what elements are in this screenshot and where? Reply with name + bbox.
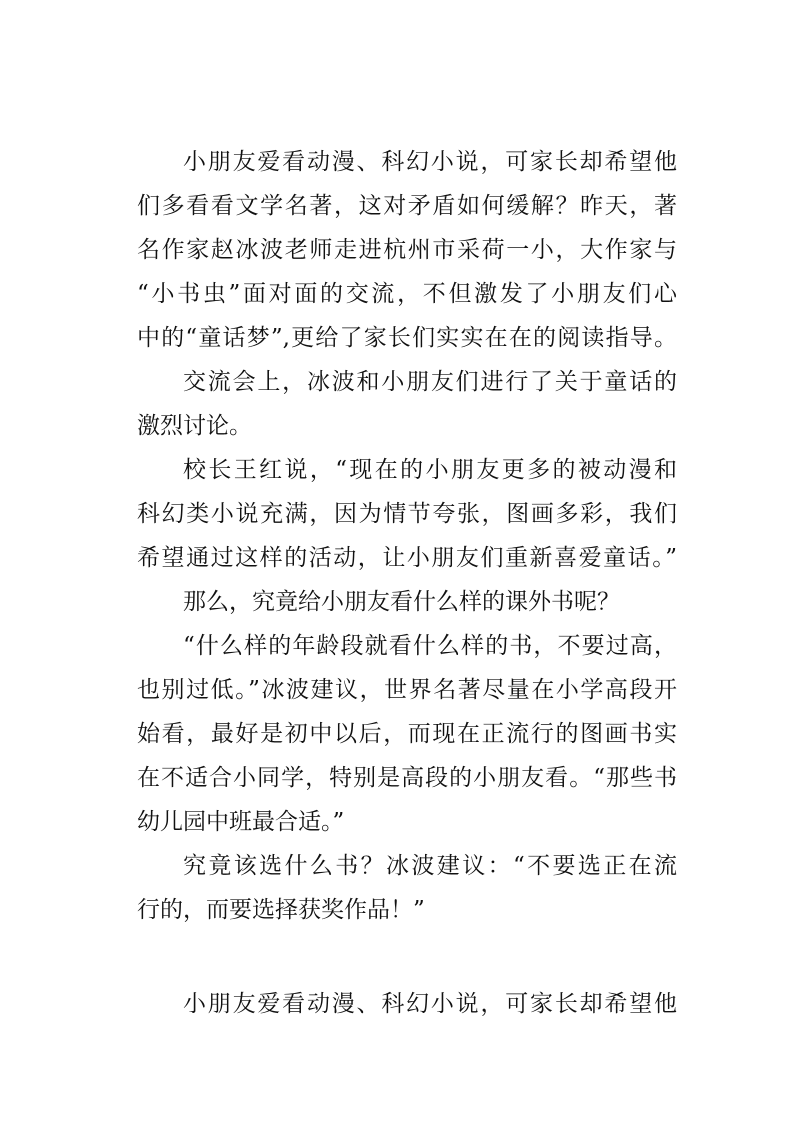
paragraph-1-line-1: 小朋友爱看动漫、科幻小说，可家长却希望他	[183, 149, 677, 175]
paragraph-6-line-1: 究竟该选什么书？冰波建议：“不要选正在流	[183, 853, 677, 879]
paragraph-5-line-4: 在不适合小同学，特别是高段的小朋友看。“那些书	[137, 765, 677, 791]
paragraph-1-line-4: “小书虫”面对面的交流，不但激发了小朋友们心	[137, 281, 677, 307]
paragraph-5-line-3: 始看，最好是初中以后，而现在正流行的图画书实	[137, 721, 677, 747]
paragraph-3-line-2: 科幻类小说充满，因为情节夸张，图画多彩，我们	[137, 501, 677, 527]
paragraph-1-line-5: 中的“童话梦”,更给了家长们实实在在的阅读指导。	[137, 325, 677, 351]
paragraph-4-line-1: 那么，究竟给小朋友看什么样的课外书呢？	[183, 589, 620, 615]
paragraph-7-line-1: 小朋友爱看动漫、科幻小说，可家长却希望他	[183, 991, 677, 1017]
paragraph-1-line-3: 名作家赵冰波老师走进杭州市采荷一小，大作家与	[137, 237, 677, 263]
paragraph-3-line-3: 希望通过这样的活动，让小朋友们重新喜爱童话。”	[137, 545, 677, 571]
paragraph-2-line-1: 交流会上，冰波和小朋友们进行了关于童话的	[183, 369, 677, 395]
paragraph-5-line-5: 幼儿园中班最合适。”	[137, 809, 345, 835]
paragraph-6-line-2: 行的，而要选择获奖作品！”	[137, 897, 425, 923]
paragraph-3-line-1: 校长王红说，“现在的小朋友更多的被动漫和	[183, 457, 677, 483]
paragraph-2-line-2: 激烈讨论。	[137, 413, 252, 439]
paragraph-5-line-1: “什么样的年龄段就看什么样的书，不要过高，	[183, 633, 677, 659]
paragraph-1-line-2: 们多看看文学名著，这对矛盾如何缓解？昨天，著	[137, 193, 677, 219]
paragraph-5-line-2: 也别过低。”冰波建议，世界名著尽量在小学高段开	[137, 677, 677, 703]
